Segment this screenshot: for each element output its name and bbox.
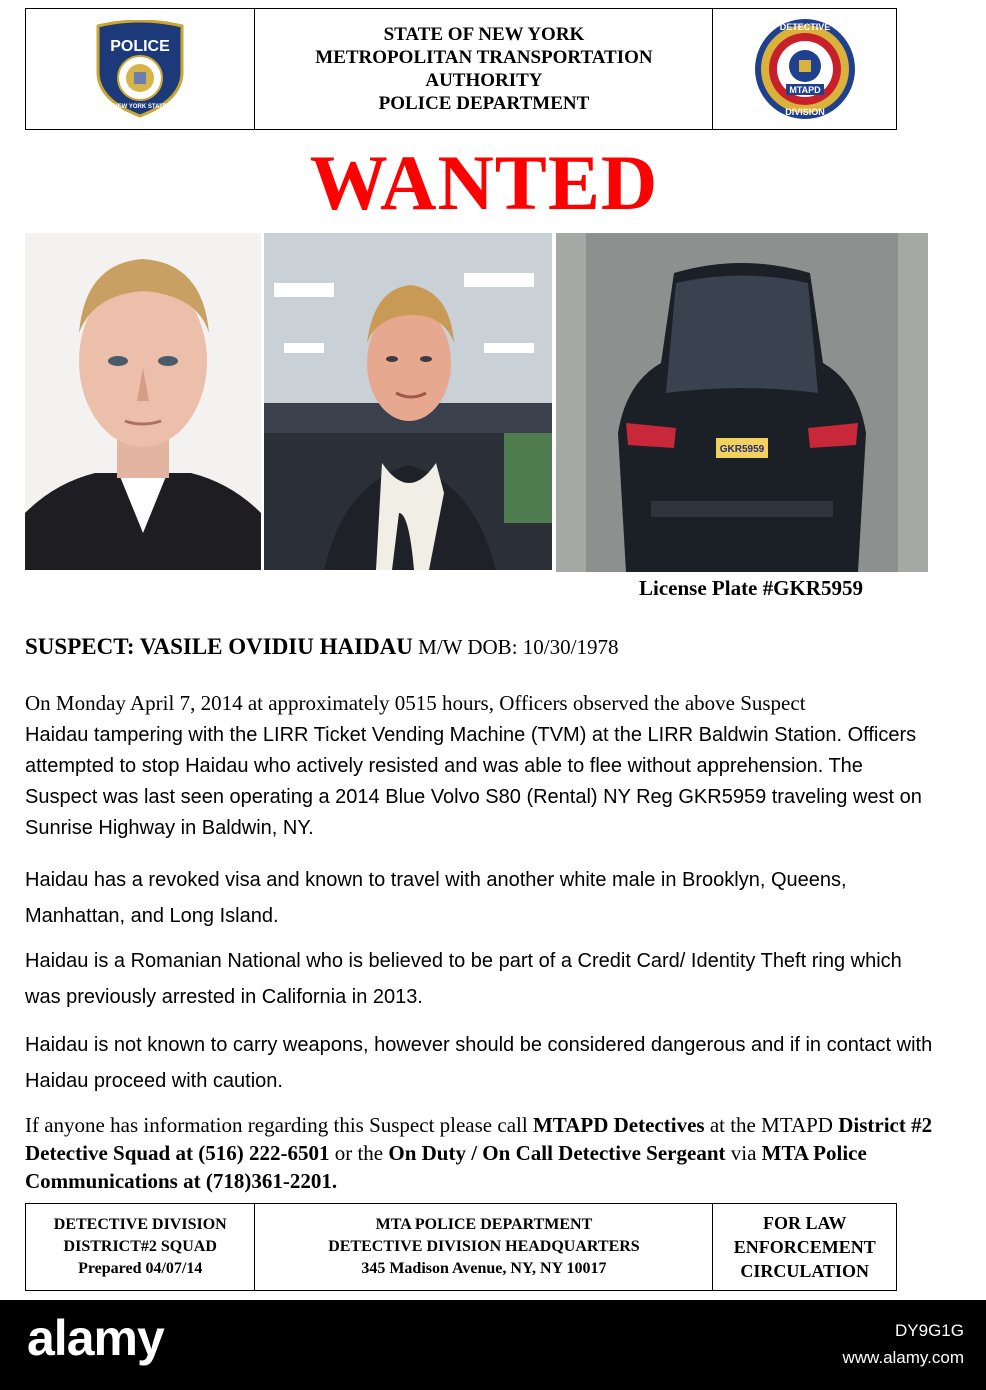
agency-line: STATE OF NEW YORK <box>383 24 585 45</box>
svg-text:POLICE: POLICE <box>110 38 171 55</box>
footer-right-cell <box>713 1204 896 1290</box>
license-plate-text: GKR5959 <box>719 444 765 455</box>
agency-line: METROPOLITAN TRANSPORTATION <box>315 47 653 68</box>
footer-line: Prepared 04/07/14 <box>78 1260 203 1277</box>
contact-emphasis: On Duty / On Call Detective Sergeant <box>388 1141 726 1165</box>
watermark-url: www.alamy.com <box>842 1348 964 1367</box>
incident-paragraph-body: Haidau tampering with the LIRR Ticket Vending Machine (TVM) at the LIRR Baldwin Station. Officers attempted to stop Haidau who actively resisted and was able to flee without apprehension. The Suspect was last seen operating a 2014 Blue Volvo S80 (Rental) NY Reg GKR5959 traveling west on Sunrise Highway in Baldwin, NY. <box>25 724 922 839</box>
svg-text:DETECTIVE: DETECTIVE <box>779 22 830 32</box>
footer-left-cell <box>26 1204 255 1290</box>
contact-emphasis: MTA Police Communications at (718)361-2201. <box>25 1141 867 1193</box>
license-plate-caption: License Plate #GKR5959 <box>639 576 863 600</box>
header-left-cell <box>26 9 255 129</box>
wanted-title: WANTED <box>309 139 659 226</box>
footer-line: FOR LAW <box>762 1213 847 1233</box>
contact-text: or the <box>329 1141 389 1165</box>
agency-line: POLICE DEPARTMENT <box>378 93 590 114</box>
footer-line: MTA POLICE DEPARTMENT <box>375 1216 593 1233</box>
watermark-image-id: DY9G1G <box>895 1321 964 1340</box>
contact-emphasis: District #2 Detective Squad at (516) 222-6501 <box>25 1113 933 1165</box>
contact-paragraph <box>25 1111 935 1195</box>
agency-name <box>255 9 713 129</box>
suspect-details: M/W DOB: 10/30/1978 <box>418 635 619 659</box>
footer-line: DISTRICT#2 SQUAD <box>63 1238 217 1255</box>
suspect-line <box>25 634 618 660</box>
footer-line: ENFORCEMENT <box>733 1237 876 1257</box>
footer-center-cell <box>255 1204 713 1290</box>
header-right-cell <box>713 9 896 129</box>
visa-paragraph: Haidau has a revoked visa and known to travel with another white male in Brooklyn, Queens, Manhattan, and Long Island. <box>25 869 847 927</box>
footer-line: CIRCULATION <box>740 1261 870 1281</box>
police-shield-icon <box>90 20 190 118</box>
vehicle-surveillance-photo <box>556 233 928 572</box>
footer-line: DETECTIVE DIVISION HEADQUARTERS <box>328 1238 640 1255</box>
caution-paragraph: Haidau is not known to carry weapons, however should be considered dangerous and if in contact with Haidau proceed with caution. <box>25 1034 933 1092</box>
contact-text: If anyone has information regarding this Suspect please call <box>25 1113 533 1137</box>
incident-paragraph <box>25 688 935 844</box>
nationality-paragraph: Haidau is a Romanian National who is believed to be part of a Credit Card/ Identity Theft ring which was previously arrested in California in 2013. <box>25 950 902 1008</box>
svg-text:NEW YORK STATE: NEW YORK STATE <box>113 104 167 110</box>
contact-text: via <box>725 1141 762 1165</box>
contact-emphasis: MTAPD Detectives <box>532 1113 705 1137</box>
suspect-portrait-photo <box>25 233 261 570</box>
svg-text:DIVISION: DIVISION <box>784 107 825 117</box>
suspect-surveillance-photo <box>264 233 552 570</box>
contact-text: at the MTAPD <box>704 1113 839 1137</box>
header-table <box>25 8 897 130</box>
footer-table <box>25 1203 897 1291</box>
suspect-name: SUSPECT: VASILE OVIDIU HAIDAU <box>25 634 413 659</box>
detective-division-badge-icon <box>752 16 858 122</box>
incident-paragraph-first-line: On Monday April 7, 2014 at approximately 0515 hours, Officers observed the above Suspect <box>25 691 806 715</box>
footer-line: DETECTIVE DIVISION <box>53 1216 227 1233</box>
watermark-logo: alamy <box>27 1310 164 1366</box>
svg-text:MTAPD: MTAPD <box>789 85 821 95</box>
agency-line: AUTHORITY <box>425 70 543 91</box>
footer-line: 345 Madison Avenue, NY, NY 10017 <box>361 1260 607 1277</box>
